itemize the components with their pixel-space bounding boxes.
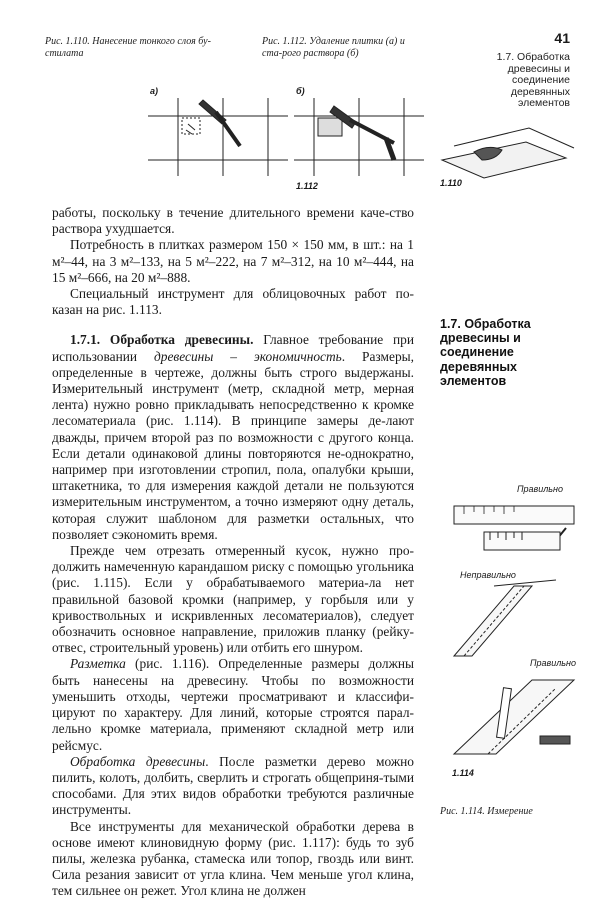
paragraph: Разметка (рис. 1.116). Определенные размеры должны быть нанесены на древесину. Чтобы по возможности уменьшить отходы, чертежи просматривают и классифи-цируют по характеру. Для линий, которые строятся парал-лельно кромке материала, применяют складной метр или рейсмус.	[52, 656, 414, 753]
running-head: 1.7. Обработка древесины и соединение деревянных элементов	[496, 51, 570, 109]
page-number: 41	[554, 30, 570, 46]
subsection-heading: 1.7.1. Обработка древесины.	[70, 332, 254, 348]
figure-number-1112: 1.112	[296, 181, 318, 191]
figure-1114-bottom	[444, 666, 584, 766]
paragraph: Прежде чем отрезать отмеренный кусок, нужно про-должить намеченную карандашом риску с помощью угольника (рис. 1.115). Если у обрабатываемого материа-ла нет правильной базовой кромки (например, у горбыля или у кривоствольных и искривленных лесоматериалов), следует обозначить основное направление, приложив планку (рейку-отвес, строительный уровень) или отбить его шнуром.	[52, 543, 414, 656]
paragraph: Обработка древесины. После разметки дерево можно пилить, колоть, долбить, сверлить и строгать общеприня-тыми способами. Для этих видов обработки требуются различные инструменты.	[52, 753, 414, 818]
body-column	[52, 205, 414, 900]
figure-1112-b	[294, 88, 444, 178]
caption-fig-1112: Рис. 1.112. Удаление плитки (а) и ста-рого раствора (б)	[262, 36, 405, 59]
figure-label-a: а)	[150, 86, 159, 96]
figure-label-b: б)	[296, 86, 305, 96]
figure-number-1114: 1.114	[452, 768, 474, 778]
caption-fig-1110: Рис. 1.110. Нанесение тонкого слоя бу-стилата	[45, 36, 211, 59]
section-heading: 1.7. Обработка древесины и соединение деревянных элементов	[440, 317, 531, 388]
paragraph: 1.7.1. Обработка древесины. Главное требование при использовании древесины – экономичность. Размеры, определенные в чертеже, должны быть строго выдержаны. Измерительный инструмент (метр, складной метр, мерная лента) нужно ровно прикладывать непосредственно к кромке лесоматериала (рис. 1.114). В принципе замеры де-лают дважды, причем второй раз по возможности с другого конца. Если детали одинаковой длины повторяются не-однократно, например при изготовлении стропил, пола, опалубки крыши, штакетника, то для измерения каждой детали не пользуются измерительным инструментом, а точно измеряют одну деталь, которая служит шаблоном для разметки остальных, что позволяет сэкономить время.	[52, 332, 414, 542]
paragraph: Все инструменты для механической обработки дерева в основе имеют клиновидную форму (рис. 1.117): будь то зуб пилы, железка рубанка, стамеска или топор, гвоздь или винт. Сила резания зависит от угла клина. Чем меньше угол клина, тем сильнее он режет. Угол клина не должен	[52, 818, 414, 899]
paragraph: Специальный инструмент для облицовочных работ по-казан на рис. 1.113.	[52, 286, 414, 318]
caption-fig-1114: Рис. 1.114. Измерение	[440, 806, 533, 817]
figure-1114-middle	[444, 572, 584, 662]
paragraph: работы, поскольку в течение длительного времени каче-ство раствора ухудшается.	[52, 205, 414, 237]
paragraph: Потребность в плитках размером 150 × 150 мм, в шт.: на 1 м²–44, на 3 м²–133, на 5 м²–222, на 7 м²–312, на 10 м²–444, на 15 м²–666, на 20 м²–888.	[52, 237, 414, 285]
figure-number-1110: 1.110	[440, 178, 462, 188]
label-correct-2: Правильно	[530, 658, 577, 668]
figure-1112-a	[148, 88, 308, 178]
label-correct-1: Правильно	[517, 484, 564, 494]
label-incorrect: Неправильно	[460, 570, 516, 580]
term-razmetka: Разметка	[70, 656, 126, 672]
term-obrabotka: Обработка древесины	[70, 753, 206, 769]
